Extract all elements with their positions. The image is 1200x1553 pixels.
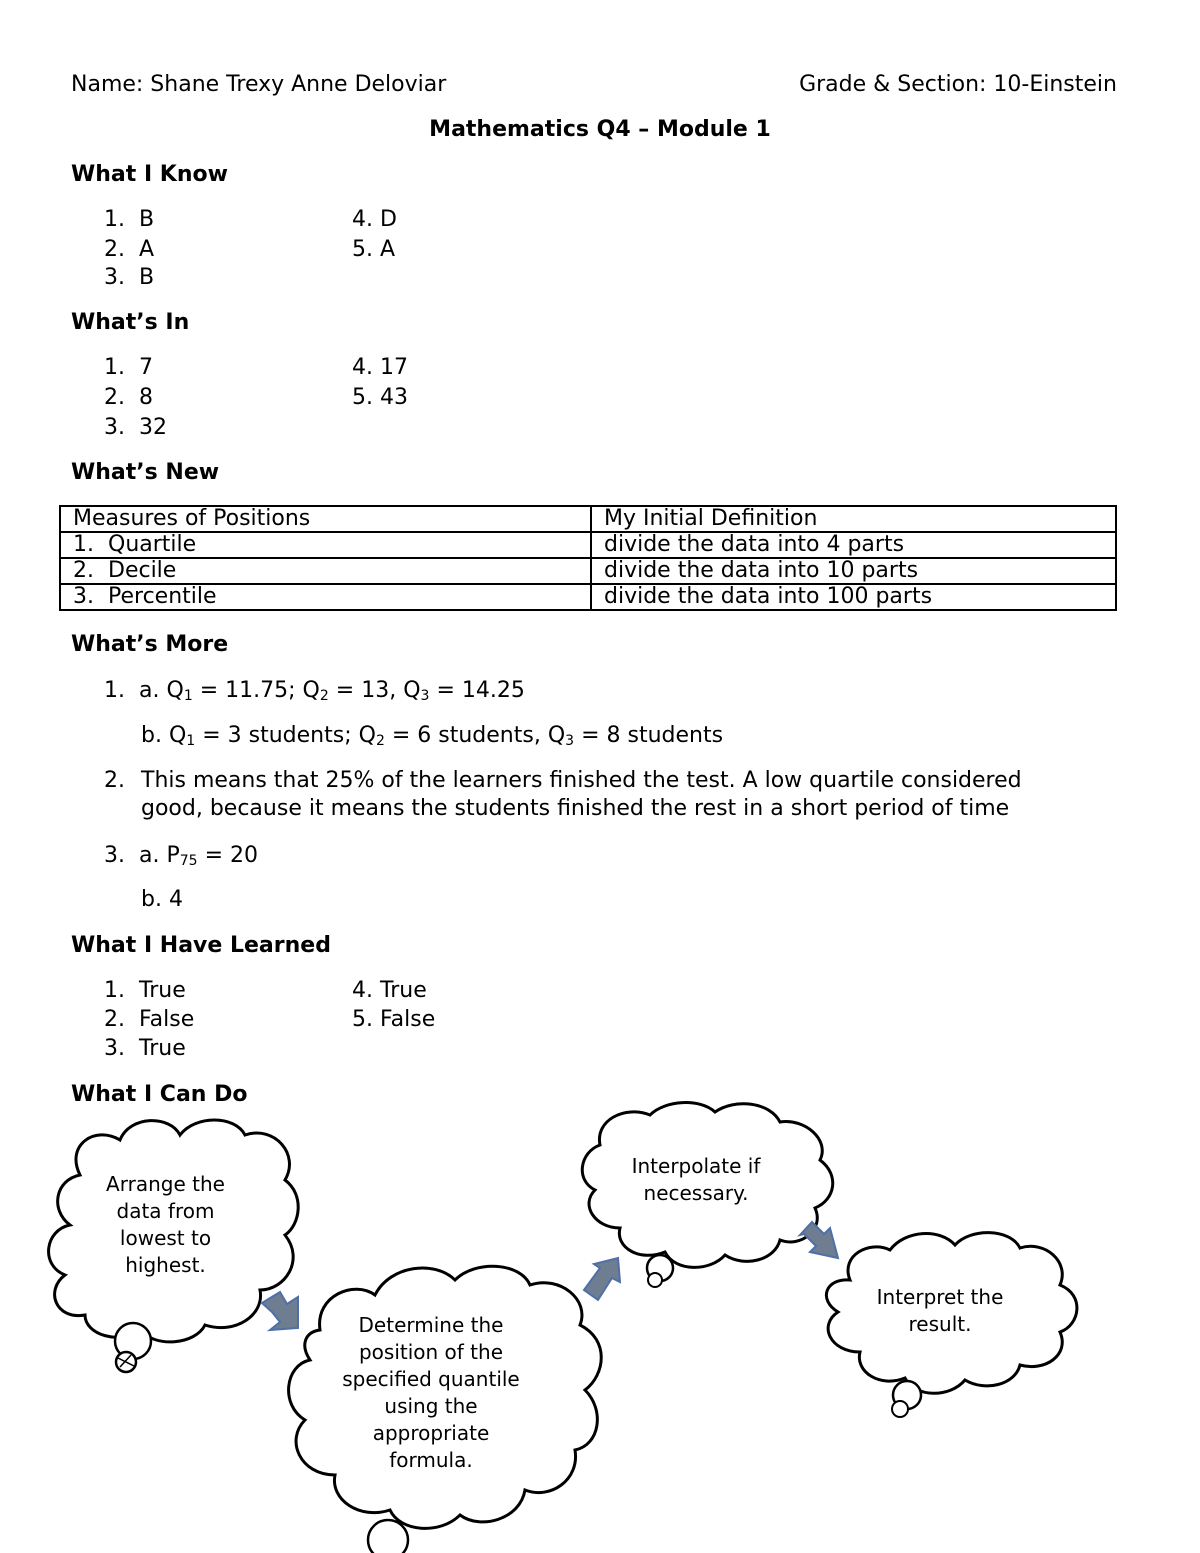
step-3-text: Interpolate if necessary. (631, 1154, 761, 1205)
list-item: 2. 8 (104, 385, 153, 410)
list-item: 1. True (104, 978, 186, 1003)
list-item: 5. 43 (352, 385, 408, 410)
section-heading-what-i-know: What I Know (71, 162, 228, 187)
list-item: 1. B (104, 207, 155, 232)
whats-more-item-2-num: 2. (104, 768, 125, 793)
page-title: Mathematics Q4 – Module 1 (429, 117, 771, 142)
table-header-cell: My Initial Definition (591, 506, 1116, 532)
thought-bubble (368, 1520, 408, 1553)
whats-more-item-3a: 3. a. $P_{75} = 20$ (104, 843, 259, 869)
whats-more-item-1a: 1. a. $Q_1 = 11.75$; $Q_2 = 13$, $Q_3 = 14.25$ (104, 678, 525, 704)
section-heading-whats-new: What’s New (71, 460, 220, 485)
thought-bubble (892, 1401, 908, 1417)
process-diagram (0, 1100, 1200, 1553)
student-name: Name: Shane Trexy Anne Deloviar (71, 72, 447, 97)
table-cell: divide the data into 10 parts (591, 558, 1116, 584)
list-item: 2. A (104, 237, 155, 262)
section-heading-whats-in: What’s In (71, 310, 190, 335)
table-header-row (60, 506, 1116, 532)
table-header-cell: Measures of Positions (60, 506, 591, 532)
step-4-text: Interpret the result. (876, 1285, 1004, 1336)
list-item: 3. 32 (104, 415, 167, 440)
list-item: 1. 7 (104, 355, 153, 380)
list-item: 2. False (104, 1007, 195, 1032)
table-row (60, 584, 1116, 610)
thought-bubble (648, 1273, 662, 1287)
whats-more-item-1b: b. $Q_1 = 3$ students; $Q_2 = 6$ students, $Q_3 = 8$ students (141, 723, 724, 749)
list-item: 4. 17 (352, 355, 408, 380)
arrow-icon (800, 1222, 838, 1258)
section-heading-what-i-can-do: What I Can Do (71, 1082, 248, 1107)
table-cell: 3. Percentile (60, 584, 591, 610)
table-cell: divide the data into 100 parts (591, 584, 1116, 610)
measures-table (59, 505, 1117, 611)
list-item: 3. True (104, 1036, 186, 1061)
table-cell: 1. Quartile (60, 532, 591, 558)
list-item: 5. A (352, 237, 396, 262)
step-2-text: Determine the position of the specified quantile using the appropriate formula. (342, 1313, 520, 1472)
step-1-text: Arrange the data from lowest to highest. (106, 1172, 225, 1277)
list-item: 4. D (352, 207, 397, 232)
table-row (60, 532, 1116, 558)
section-heading-whats-more: What’s More (71, 632, 229, 657)
section-heading-what-i-have-learned: What I Have Learned (71, 933, 331, 958)
whats-more-item-2-line2: good, because it means the students finished the rest in a short period of time (141, 796, 1010, 821)
arrow-icon (584, 1258, 620, 1300)
arrow-icon (262, 1292, 298, 1330)
table-row (60, 558, 1116, 584)
whats-more-item-2-line1: This means that 25% of the learners finished the test. A low quartile considered (141, 768, 1022, 793)
table-cell: divide the data into 4 parts (591, 532, 1116, 558)
list-item: 3. B (104, 265, 155, 290)
grade-section: Grade & Section: 10-Einstein (799, 72, 1117, 97)
table-cell: 2. Decile (60, 558, 591, 584)
whats-more-item-3b: b. 4 (141, 887, 183, 912)
list-item: 4. True (352, 978, 427, 1003)
list-item: 5. False (352, 1007, 436, 1032)
